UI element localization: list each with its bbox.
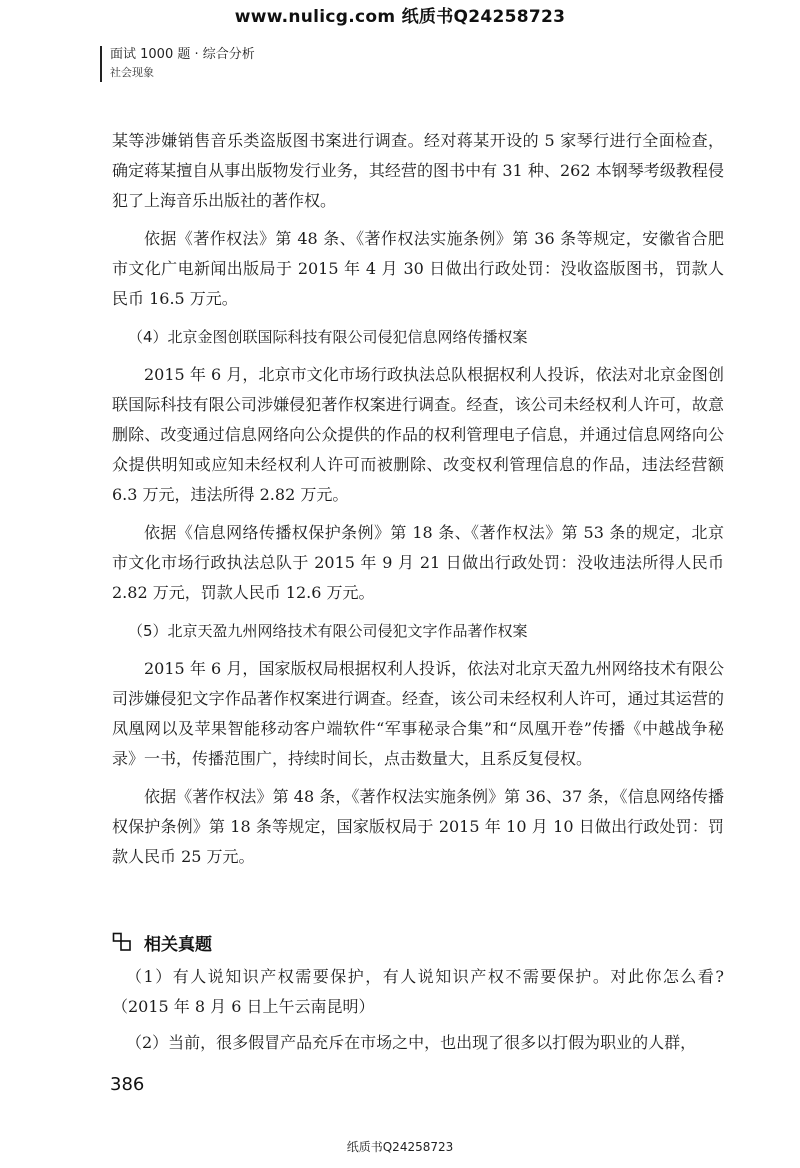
case-title-5: （5）北京天盈九州网络技术有限公司侵犯文字作品著作权案: [128, 622, 528, 640]
book-title: 面试 1000 题 · 综合分析: [110, 47, 255, 62]
section-title: 相关真题: [144, 934, 212, 955]
paragraph-continuation: 某等涉嫌销售音乐类盗版图书案进行调查。经对蒋某开设的 5 家琴行进行全面检查，确定蒋某擅自从事出版物发行业务，其经营的图书中有 31 种、262 本钢琴考级教程侵犯了上海音乐出版社的著作权。: [112, 131, 724, 210]
paragraph-case-5-penalty: 依据《著作权法》第 48 条，《著作权法实施条例》第 36、37 条，《信息网络传播权保护条例》第 18 条等规定，国家版权局于 2015 年 10 月 10 日做出行政处罚：罚款人民币 25 万元。: [112, 787, 724, 866]
page-number: 386: [110, 1074, 145, 1095]
question-2: （2）当前，很多假冒产品充斥在市场之中，也出现了很多以打假为职业的人群，: [126, 1033, 697, 1052]
running-head: [100, 46, 255, 82]
paragraph-case-4-facts: 2015 年 6 月，北京市文化市场行政执法总队根据权利人投诉，依法对北京金图创联国际科技有限公司涉嫌侵犯著作权案进行调查。经查，该公司未经权利人许可，故意删除、改变通过信息网络向公众提供的作品的权利管理电子信息，并通过信息网络向公众提供明知或应知未经权利人许可而被删除、改变权利管理信息的作品，违法经营额 6.3 万元，违法所得 2.82 万元。: [112, 365, 724, 504]
section-marker-icon: [112, 932, 132, 952]
question-1: （1）有人说知识产权需要保护，有人说知识产权不需要保护。对此你怎么看?（2015 年 8 月 6 日上午云南昆明）: [112, 967, 724, 1016]
paragraph-case-4-penalty: 依据《信息网络传播权保护条例》第 18 条、《著作权法》第 53 条的规定，北京市文化市场行政执法总队于 2015 年 9 月 21 日做出行政处罚：没收违法所得人民币 2.82 万元，罚款人民币 12.6 万元。: [112, 523, 724, 602]
chapter-title: 社会现象: [110, 66, 154, 79]
paragraph-case-5-facts: 2015 年 6 月，国家版权局根据权利人投诉，依法对北京天盈九州网络技术有限公司涉嫌侵犯文字作品著作权案进行调查。经查，该公司未经权利人许可，通过其运营的凤凰网以及苹果智能移动客户端软件“军事秘录合集”和“凤凰开卷”传播《中越战争秘录》一书，传播范围广，持续时间长，点击数量大，且系反复侵权。: [112, 659, 724, 768]
watermark-bottom: 纸质书Q24258723: [346, 1140, 454, 1154]
case-title-4: （4）北京金图创联国际科技有限公司侵犯信息网络传播权案: [128, 328, 528, 346]
watermark-top: www.nulicg.com 纸质书Q24258723: [234, 7, 566, 27]
body-text: [112, 126, 724, 872]
paragraph-penalty-anhui: 依据《著作权法》第 48 条、《著作权法实施条例》第 36 条等规定，安徽省合肥市文化广电新闻出版局于 2015 年 4 月 30 日做出行政处罚：没收盗版图书，罚款人民币 16.5 万元。: [112, 229, 724, 308]
section-header: [112, 928, 724, 956]
related-questions-section: [112, 928, 724, 1058]
